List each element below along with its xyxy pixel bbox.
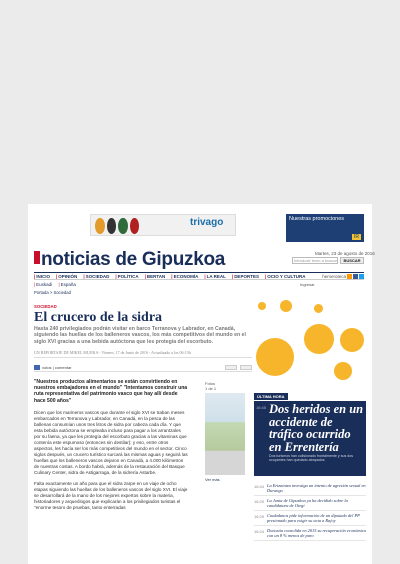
featured-news[interactable] <box>254 401 366 476</box>
breadcrumb[interactable]: Portada > Sociedad <box>34 290 71 295</box>
article-byline: UN REPORTAJE DE MIKEL MUJIKA - Viernes, 17 de Junio de 2016 - Actualizado a las 06:13h <box>34 350 252 358</box>
nav-item-inicio[interactable]: | INICIO <box>34 274 50 279</box>
photos-count: 1 de 1 <box>205 386 217 391</box>
news-time: 16:44 <box>254 484 265 489</box>
logo-mark-icon <box>34 251 40 264</box>
nav-item-bertan[interactable]: | BERTAN <box>145 274 166 279</box>
latest-news-list <box>254 481 366 541</box>
nav-item-ocio-cultura[interactable]: | OCIO Y CULTURA <box>265 274 306 279</box>
sub-nav <box>34 282 81 287</box>
article-pullquote: "Nuestros productos alimentarios se están convirtiendo en nuestros embajadores en el mundo" "Intentamos construir una ruta representativa del patrimonio vasco que hay allí desde hace 500 años" <box>34 379 188 404</box>
nav-item-opinion[interactable]: | OPINIÓN <box>56 274 77 279</box>
article-lead: Hasta 240 privilegiados podrán visitar en barco Terranova y Labrador, en Canadá, siguiendo las huellas de los balleneros vascos, los más competitivos del mundo en el siglo XVI gracias a una bebida autóctona que les protegía del escorbuto. <box>34 326 246 345</box>
see-more-photos-link[interactable]: Ver más <box>205 477 220 482</box>
nav-item-economia[interactable]: | ECONOMÍA <box>171 274 198 279</box>
news-time: 16:45 <box>256 405 267 410</box>
photo-gallery[interactable] <box>205 381 251 482</box>
news-time: 16:24 <box>254 529 265 534</box>
facebook-icon[interactable] <box>353 274 358 279</box>
article-title: El crucero de la sidra <box>34 310 163 325</box>
list-item[interactable] <box>254 526 366 541</box>
votes-comments-link[interactable]: votos | comentar <box>42 364 72 370</box>
nav-right-tools <box>322 274 364 279</box>
article-photo[interactable] <box>205 393 245 475</box>
ad-decoration <box>95 218 139 234</box>
login-link[interactable]: Ingresar <box>300 282 315 287</box>
share-button[interactable] <box>225 365 237 370</box>
promo-banner[interactable] <box>286 214 364 242</box>
vote-icon[interactable] <box>34 365 40 370</box>
list-item[interactable] <box>254 496 366 511</box>
article-paragraph: Dicen que los marineros vascos que durante el siglo XVI se traban meses embarcados en Terranova y Labrador, en Canadá, en la pesca de las ballenas consumían unos tres litros de sidra por cabeza cada día. Y que esta bebida autóctona se empleaba incluso para pagar a los arrantzales por su faena, ya que les protegía del escorbuto gracias a las vitaminas que contenía este espumoso (entonces sin destilar); y eso, entre otros aspectos, les hacía ser los más competitivos del mundo en el sector. Cinco siglos después, un crucero turístico surcará las mismas aguas y seguirá las huellas que los balleneros vascos dejaron en Canadá, a 4.000 kilómetros de nuestras costas. A bordo habrá, además de la restauración del Basque Culinary Center, sidra de Astigarraga, de la sidrería Astarbe. <box>34 410 188 475</box>
featured-news-summary: Dos turismos han colisionado frontalmente y sus dos ocupantes han quedado atrapados <box>269 454 354 463</box>
nav-item-la-real[interactable]: | LA REAL <box>204 274 226 279</box>
photos-label: Fotos <box>205 381 216 386</box>
list-item[interactable] <box>254 481 366 496</box>
main-nav <box>34 272 364 280</box>
nav-item-deportes[interactable]: | DEPORTES <box>232 274 259 279</box>
twitter-icon[interactable] <box>359 274 364 279</box>
search-button[interactable]: BUSCAR <box>340 257 364 264</box>
news-headline[interactable]: Donostia consolida en 2015 su recuperación económica con un 8 % menos de paro <box>267 528 366 538</box>
featured-news-title[interactable]: Dos heridos en un accidente de tráfico ocurrido en Errentería <box>269 402 364 454</box>
article-section: SOCIEDAD <box>34 304 57 309</box>
news-headline[interactable]: La Ertzaintza investiga un intento de agresión sexual en Durango <box>267 483 366 493</box>
site-logo[interactable]: noticias de Gipuzkoa <box>34 249 225 271</box>
share-buttons <box>225 365 252 370</box>
article-paragraph: Falta exactamente un año para que el sidra zarpe en un viaje de ocho etapas siguiendo las huellas de los balleneros vascos del siglo XVI. El viaje se desarrollará de la mano de los mejores expertos sobre la materia, historiadores y arqueólogos que explicarán a los privilegiados turistas el "enorme tesoro de pruebas, tanto enterradas <box>34 481 188 510</box>
share-button[interactable] <box>240 365 252 370</box>
nav-item-politica[interactable]: | POLÍTICA <box>115 274 138 279</box>
rss-icon[interactable] <box>347 274 352 279</box>
news-headline[interactable]: La Junta de Gipuzkoa ya ha decidido sobre la candidatura de Otegi <box>267 498 348 508</box>
promo-text: Nuestras promociones <box>289 216 345 222</box>
list-item[interactable] <box>254 511 366 526</box>
header-date: Martes, 23 de agosto de 2016 <box>315 251 375 256</box>
news-headline[interactable]: Ciudadanos pide información de un diputado del PP presionado para exigir su acta a Rajoy <box>267 513 360 523</box>
latest-news-label: ÚLTIMA HORA <box>254 393 288 400</box>
trivago-logo[interactable]: trivago <box>190 217 224 228</box>
news-time: 16:29 <box>254 514 265 519</box>
subnav-item-espana[interactable]: | España <box>58 282 75 287</box>
nav-item-sociedad[interactable]: | SOCIEDAD <box>83 274 109 279</box>
subnav-item-euskadi[interactable]: | Euskadi <box>34 282 52 287</box>
search-input[interactable]: Introduzir texto a buscar <box>294 258 337 263</box>
article-body <box>34 410 188 516</box>
news-time: 16:29 <box>254 499 265 504</box>
hemeroteca-link[interactable]: hemeroteca <box>322 273 346 279</box>
promo-badge: IR <box>354 234 359 240</box>
article-toolbar <box>34 363 252 372</box>
decorative-banner <box>254 298 366 368</box>
